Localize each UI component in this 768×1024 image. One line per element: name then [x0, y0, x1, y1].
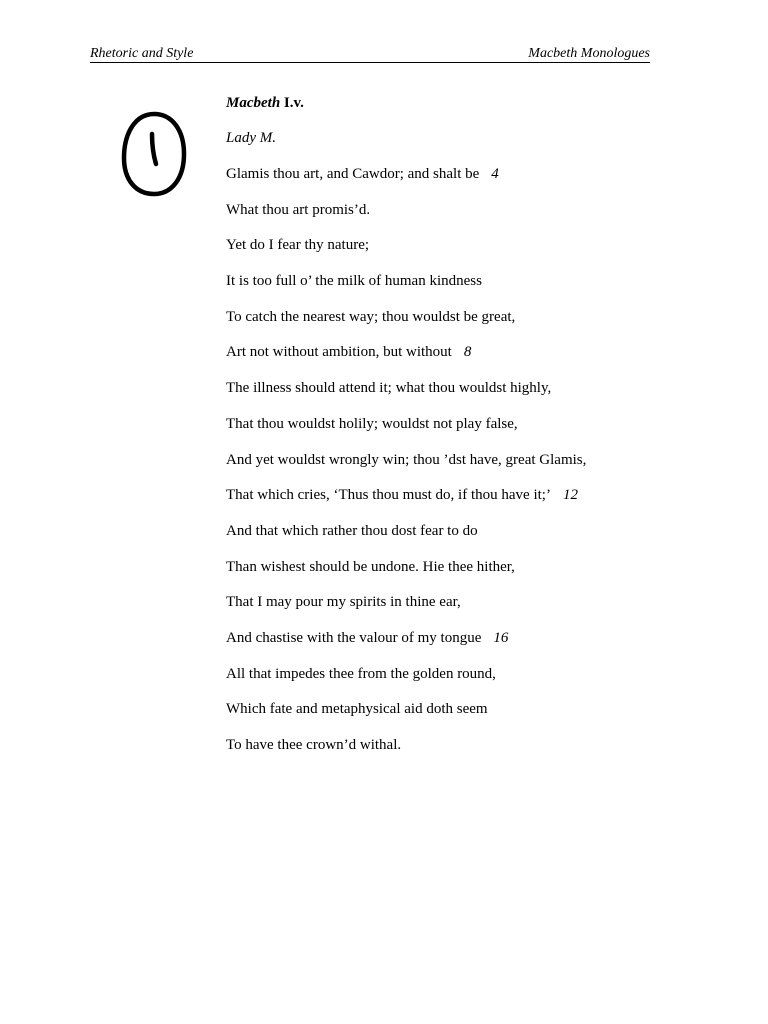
verse-line — [226, 736, 586, 772]
verse-line — [226, 558, 586, 594]
verse-line-text: Glamis thou art, and Cawdor; and shalt be — [226, 166, 480, 182]
verse-line-text: Which fate and metaphysical aid doth seem — [226, 701, 488, 718]
speaker-name: Lady M. — [226, 130, 276, 146]
verse-line-text: And chastise with the valour of my tongue — [226, 629, 482, 646]
verse-line — [226, 451, 586, 487]
verse-line — [226, 201, 586, 237]
scene-heading — [226, 94, 304, 112]
verse-line-text: All that impedes thee from the golden round, — [226, 665, 496, 682]
line-number: 4 — [491, 166, 499, 182]
line-number: 12 — [562, 487, 578, 504]
line-number: 8 — [463, 344, 472, 361]
running-header — [90, 46, 650, 63]
verse-line-text: It is too full o’ the milk of human kindness — [226, 273, 482, 290]
play-title: Macbeth — [226, 95, 281, 111]
verse-line — [226, 415, 586, 451]
verse-line — [226, 272, 586, 308]
verse-line-text: To have thee crown’d withal. — [226, 737, 402, 753]
verse-line — [226, 236, 586, 272]
line-number: 16 — [493, 629, 509, 646]
verse-line-text: That which cries, ‘Thus thou must do, if thou have it;’ — [226, 487, 551, 504]
verse-line-text: Than wishest should be undone. Hie thee hither, — [226, 558, 515, 575]
header-section-title: Macbeth Monologues — [528, 46, 650, 61]
circled-one-mark-icon — [118, 108, 190, 200]
verse-line — [226, 522, 586, 558]
verse-line-text: And that which rather thou dost fear to do — [226, 522, 478, 539]
verse-line — [226, 165, 586, 201]
verse-line — [226, 665, 586, 701]
verse-line — [226, 700, 586, 736]
verse-line — [226, 308, 586, 344]
verse-line-text: And yet wouldst wrongly win; thou ’dst have, great Glamis, — [226, 451, 587, 468]
verse-line — [226, 593, 586, 629]
verse-line — [226, 629, 586, 665]
verse-line-text: That I may pour my spirits in thine ear, — [226, 594, 461, 611]
verse-line — [226, 343, 586, 379]
verse-line-text: The illness should attend it; what thou wouldst highly, — [226, 380, 552, 397]
header-course-title: Rhetoric and Style — [90, 46, 194, 61]
verse-line-text: That thou wouldst holily; wouldst not play false, — [226, 415, 518, 432]
verse-line-text: What thou art promis’d. — [226, 201, 371, 218]
verse-line-text: To catch the nearest way; thou wouldst be great, — [226, 308, 516, 325]
verse-line-text: Art not without ambition, but without — [226, 344, 452, 361]
verse-line — [226, 379, 586, 415]
verse-line-text: Yet do I fear thy nature; — [226, 237, 370, 254]
verse-line — [226, 486, 586, 522]
act-scene: I.v. — [283, 95, 304, 111]
verse-lines — [226, 165, 586, 772]
